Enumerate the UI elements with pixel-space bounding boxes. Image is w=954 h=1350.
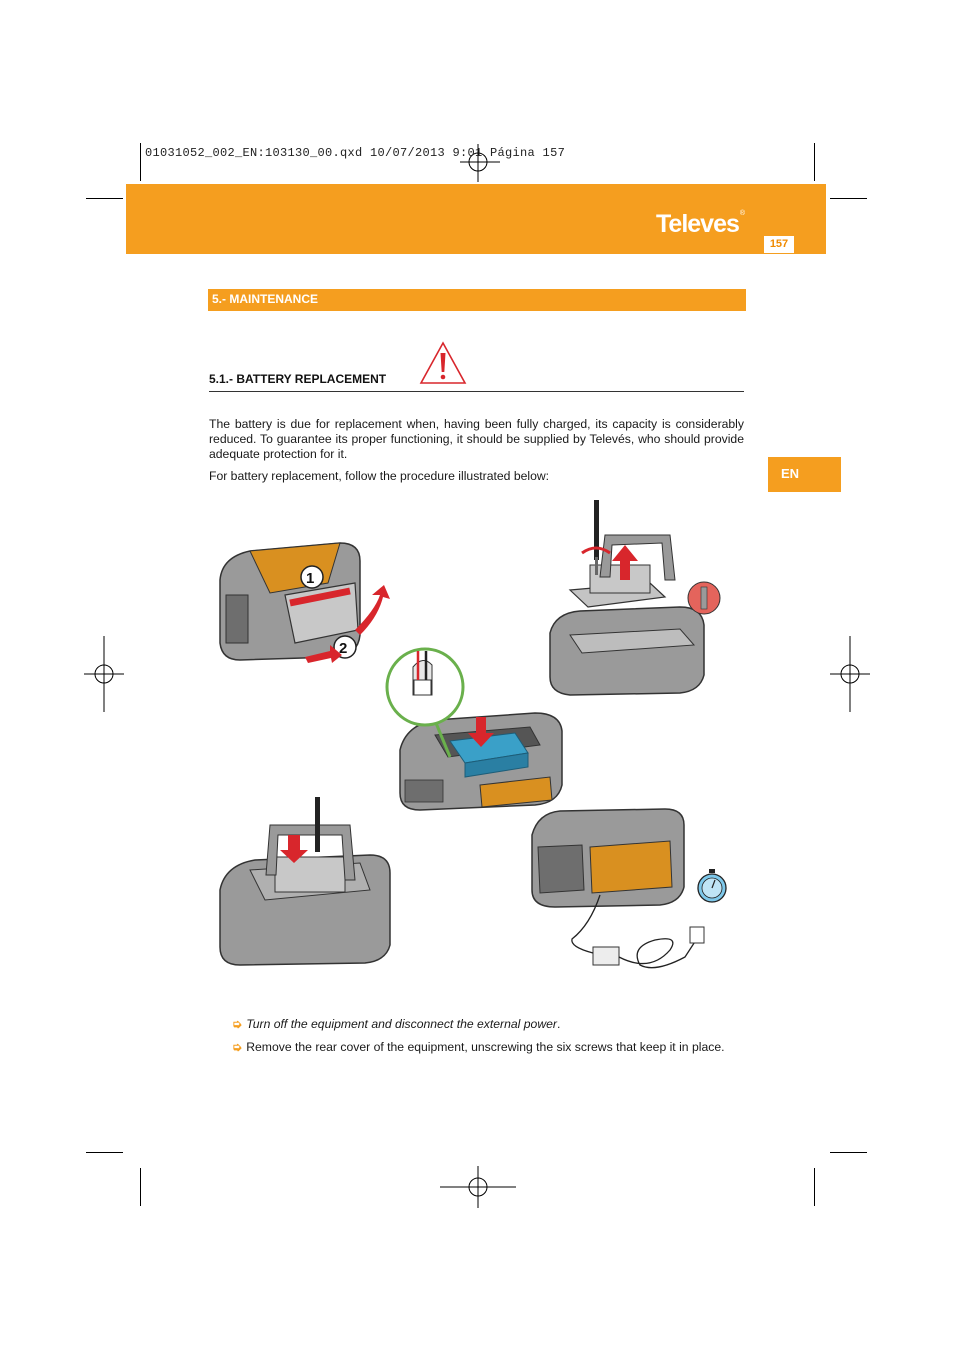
device-closing-cover-illustration — [220, 797, 390, 965]
crop-mark — [140, 1168, 141, 1206]
warning-triangle-icon — [419, 340, 467, 386]
crop-mark — [86, 198, 123, 199]
subsection-rule — [209, 391, 744, 392]
section-title: 5.- MAINTENANCE — [212, 292, 319, 306]
crop-mark — [86, 1152, 123, 1153]
step-instruction-2: ➭ Remove the rear cover of the equipment, unscrewing the six screws that keep it in place. — [232, 1040, 725, 1054]
crop-mark — [140, 143, 141, 181]
step-instruction-1: ➭ Turn off the equipment and disconnect the external power. — [232, 1017, 561, 1031]
battery-replacement-illustration — [210, 495, 740, 985]
registration-mark — [440, 1166, 516, 1208]
paragraph-intro: The battery is due for replacement when, having been fully charged, its capacity is considerably reduced. To guarantee its proper functioning, it should be supplied by Televés, who should provide adequate protection for it. — [209, 417, 744, 461]
crop-mark — [814, 143, 815, 181]
crop-mark — [814, 1168, 815, 1206]
arrow-icon: ➭ — [232, 1017, 243, 1031]
wall-plug-icon — [690, 927, 704, 943]
paragraph-procedure: For battery replacement, follow the procedure illustrated below: — [209, 469, 550, 483]
page-number: 157 — [764, 236, 794, 253]
crop-mark — [830, 1152, 867, 1153]
step-2-label: 2 — [339, 640, 348, 657]
screwdriver-icon — [594, 500, 599, 575]
registration-mark — [830, 636, 870, 712]
stopwatch-icon — [698, 869, 726, 902]
brand-logo: Televes® — [656, 210, 745, 238]
language-tab-en: EN — [768, 457, 841, 492]
file-slug-line: 01031052_002_EN:103130_00.qxd 10/07/2013 9:01 Página 157 — [145, 146, 566, 160]
step-1-label: 1 — [306, 570, 315, 587]
device-charging-illustration — [532, 809, 684, 907]
registration-mark — [84, 636, 124, 712]
subsection-title: 5.1.- BATTERY REPLACEMENT — [209, 372, 387, 386]
screw-inset-icon — [688, 582, 720, 614]
arrow-icon: ➭ — [232, 1040, 243, 1054]
crop-mark — [830, 198, 867, 199]
step-1-badge — [301, 566, 323, 588]
